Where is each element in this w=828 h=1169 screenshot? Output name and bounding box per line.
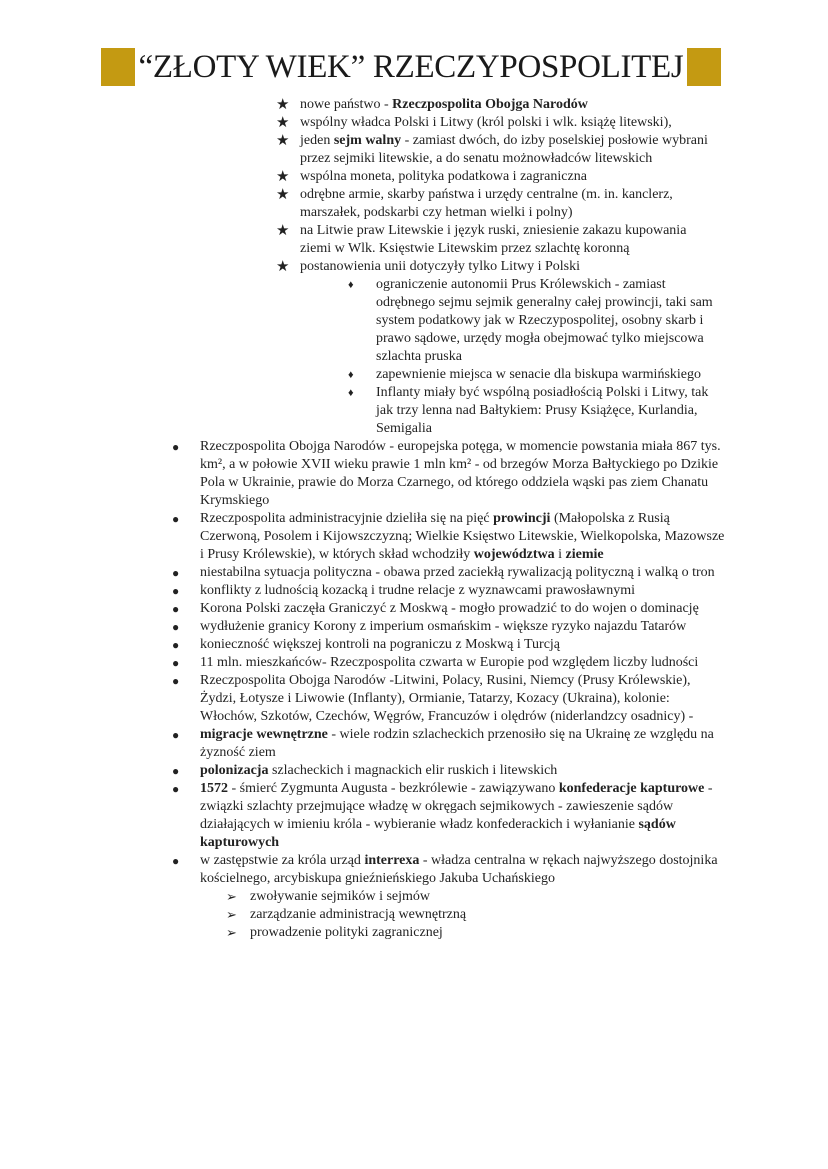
arrow-item: ➢ zarządzanie administracją wewnętrzną bbox=[226, 907, 467, 922]
bullet-icon: ● bbox=[172, 674, 180, 688]
star-item: ★ nowe państwo - Rzeczpospolita Obojga Narodów bbox=[276, 97, 588, 113]
arrow-item: ➢ prowadzenie polityki zagranicznej bbox=[226, 925, 443, 940]
star-icon: ★ bbox=[276, 169, 290, 185]
bullet-icon: ● bbox=[172, 782, 180, 796]
diamond-item: ♦ ograniczenie autonomii Prus Królewskich - zamiast odrębnego sejmu sejmik generalny całej prowincji, taki sam system podatkowy jak w Rzeczypospolitej, osobny skarb i prawo sądowe, urzędy mogła obejmować tylko miejscowa szlachta pruska bbox=[348, 277, 713, 364]
star-icon: ★ bbox=[276, 133, 290, 149]
arrow-icon: ➢ bbox=[226, 907, 237, 922]
star-icon: ★ bbox=[276, 115, 290, 131]
bullet-icon: ● bbox=[172, 638, 180, 652]
bullet-item: ● konieczność większej kontroli na pograniczu z Moskwą i Turcją bbox=[172, 637, 561, 652]
bullet-icon: ● bbox=[172, 602, 180, 616]
star-list bbox=[276, 96, 716, 438]
bullet-item: ● Korona Polski zaczęła Graniczyć z Moskwą - mogło prowadzić to do wojen o dominację bbox=[172, 601, 699, 616]
bullet-item: ● polonizacja szlacheckich i magnackich elir ruskich i litewskich bbox=[172, 763, 558, 778]
star-icon: ★ bbox=[276, 97, 290, 113]
star-item: ★ wspólna moneta, polityka podatkowa i zagraniczna bbox=[276, 169, 587, 185]
bullet-icon: ● bbox=[172, 584, 180, 598]
arrow-item: ➢ zwoływanie sejmików i sejmów bbox=[226, 889, 431, 904]
bullet-icon: ● bbox=[172, 620, 180, 634]
arrow-icon: ➢ bbox=[226, 889, 237, 904]
bullet-icon: ● bbox=[172, 854, 180, 868]
bullet-icon: ● bbox=[172, 728, 180, 742]
bullet-item: ● 1572 - śmierć Zygmunta Augusta - bezkrólewie - zawiązywano konfederacje kapturowe - związki szlachty przejmujące władzę w okręgach sejmikowych - zawieszenie sądów działających w imieniu króla - wybieranie władz konfederackich i wyłanianie sądów kapturowych bbox=[172, 781, 713, 850]
diamond-icon: ♦ bbox=[348, 279, 354, 291]
diamond-icon: ♦ bbox=[348, 387, 354, 399]
title-bar bbox=[101, 48, 721, 86]
diamond-icon: ♦ bbox=[348, 369, 354, 381]
star-item: ★ jeden sejm walny - zamiast dwóch, do izby poselskiej posłowie wybrani przez sejmiki litewskie, a do senatu możnowładców litewskich bbox=[276, 133, 708, 166]
bullet-item: ● Rzeczpospolita Obojga Narodów - europejska potęga, w momencie powstania miała 867 tys. km², a w połowie XVII wieku prawie 1 mln km² - od brzegów Morza Bałtyckiego po Dzikie Pola w Ukrainie, prawie do Morza Czarnego, od którego oddziela wąski pas ziem Chanatu Krymskiego bbox=[172, 439, 721, 508]
arrow-icon: ➢ bbox=[226, 925, 237, 940]
bullet-item: ● wydłużenie granicy Korony z imperium osmańskim - większe ryzyko najazdu Tatarów bbox=[172, 619, 687, 634]
bullet-list bbox=[172, 438, 728, 942]
page-title: “ZŁOTY WIEK” RZECZYPOSPOLITEJ bbox=[138, 49, 684, 85]
bullet-item: ● Rzeczpospolita Obojga Narodów -Litwini, Polacy, Rusini, Niemcy (Prusy Królewskie), Żydzi, Łotysze i Liwowie (Inflanty), Ormianie, Tatarzy, Kozacy (Ukraina), kolonie: Włochów, Szkotów, Czechów, Węgrów, Francuzów i olędrów (niderlandzcy osadnicy) - bbox=[172, 673, 694, 724]
left-gold-block bbox=[101, 48, 135, 86]
bullet-item: ● konflikty z ludnością kozacką i trudne relacje z wyznawcami prawosławnymi bbox=[172, 583, 636, 598]
bullet-icon: ● bbox=[172, 512, 180, 526]
bullet-item: ● niestabilna sytuacja polityczna - obawa przed zaciekłą rywalizacją polityczną i walką o tron bbox=[172, 565, 715, 580]
bullet-icon: ● bbox=[172, 656, 180, 670]
star-item: ★ na Litwie praw Litewskie i język ruski, zniesienie zakazu kupowania ziemi w Wlk. Księstwie Litewskim przez szlachtę koronną bbox=[276, 223, 687, 256]
bullet-item: ● migracje wewnętrzne - wiele rodzin szlacheckich przenosiło się na Ukrainę ze względu na żyzność ziem bbox=[172, 727, 714, 760]
star-icon: ★ bbox=[276, 187, 290, 203]
bullet-item: ● w zastępstwie za króla urząd interrexa - władza centralna w rękach najwyższego dostojnika kościelnego, arcybiskupa gnieźnieńskiego Jakuba Uchańskiego ➢ zwoływanie sejmików i sejmów ➢ zarządzanie administracją wewnętrzną ➢ prowadzenie polityki zagranicznej bbox=[172, 852, 728, 942]
star-item: ★ wspólny władca Polski i Litwy (król polski i wlk. książę litewski), bbox=[276, 115, 672, 131]
bullet-icon: ● bbox=[172, 566, 180, 580]
bullet-item: ● 11 mln. mieszkańców- Rzeczpospolita czwarta w Europie pod względem liczby ludności bbox=[172, 655, 699, 670]
bullet-icon: ● bbox=[172, 440, 180, 454]
star-icon: ★ bbox=[276, 223, 290, 239]
right-gold-block bbox=[687, 48, 721, 86]
diamond-item: ♦ zapewnienie miejsca w senacie dla biskupa warmińskiego bbox=[348, 367, 701, 382]
document-body bbox=[0, 96, 828, 942]
diamond-item: ♦ Inflanty miały być wspólną posiadłością Polski i Litwy, tak jak trzy lenna nad Bałtykiem: Prusy Książęce, Kurlandia, Semigalia bbox=[348, 385, 709, 436]
star-item: ★ postanowienia unii dotyczyły tylko Litwy i Polski ♦ ograniczenie autonomii Prus Królewskich - zamiast odrębnego sejmu sejmik generalny całej prowincji, taki sam system podatkowy jak w Rzeczypospolitej, osobny skarb i prawo sądowe, urzędy mogła obejmować tylko miejscowa szlachta pruska ♦ zapewnienie miejsca w senacie dla biskupa warmińskiego ♦ Inflanty miały być wspólną posiadłością Polski i Litwy, tak jak trzy lenna nad Bałtykiem: Prusy Książęce, Kurlandia, Semigalia bbox=[276, 258, 716, 438]
star-icon: ★ bbox=[276, 259, 290, 275]
diamond-list bbox=[326, 276, 716, 438]
bullet-icon: ● bbox=[172, 764, 180, 778]
arrow-list bbox=[226, 888, 728, 942]
bullet-item: ● Rzeczpospolita administracyjnie dzieliła się na pięć prowincji (Małopolska z Rusią Czerwoną, Posolem i Kijowszczyzną; Wielkie Księstwo Litewskie, Wielkopolska, Mazowsze i Prusy Królewskie), w których skład wchodziły województwa i ziemie bbox=[172, 511, 725, 562]
star-item: ★ odrębne armie, skarby państwa i urzędy centralne (m. in. kanclerz, marszałek, podskarbi czy hetman wielki i polny) bbox=[276, 187, 673, 220]
